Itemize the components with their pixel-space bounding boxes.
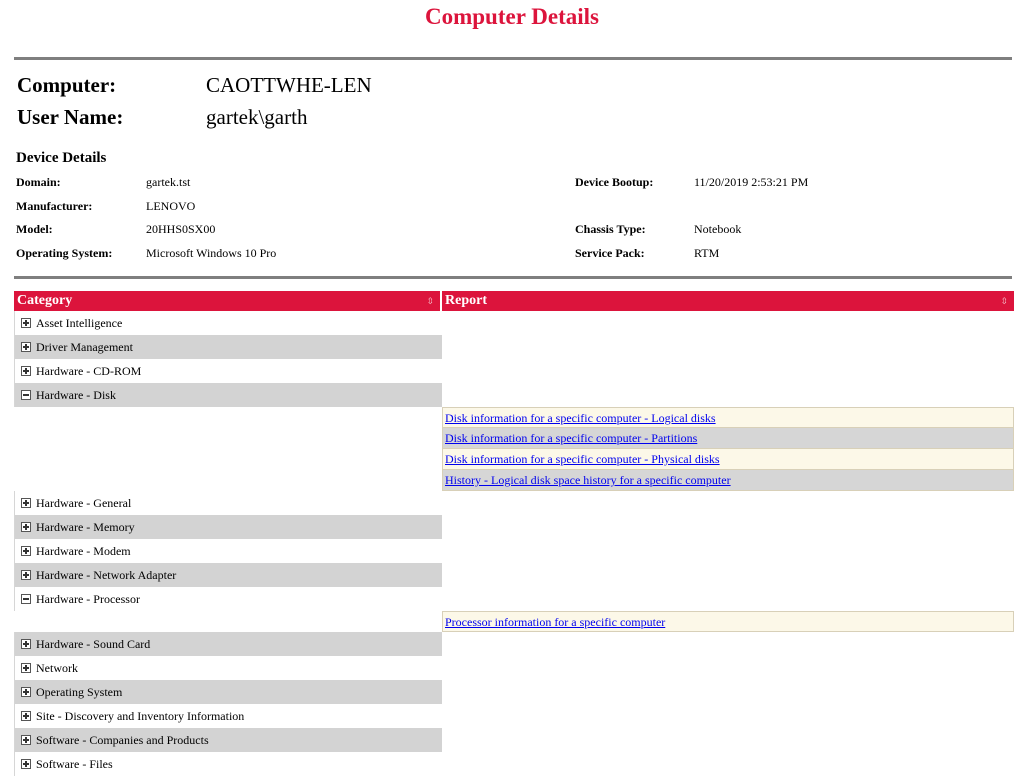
report-row: [442, 428, 1014, 449]
category-header-label: Category: [17, 293, 73, 308]
computer-label: Computer:: [17, 73, 117, 97]
category-label: Hardware - Modem: [36, 544, 131, 558]
sort-icon[interactable]: ⇳: [1000, 296, 1008, 306]
expand-icon[interactable]: [21, 639, 31, 649]
category-row-software-files[interactable]: [14, 752, 442, 776]
device-bootup-label: Device Bootup:: [575, 175, 654, 189]
category-row-software-companies[interactable]: [14, 728, 442, 752]
category-row-hardware-disk[interactable]: [14, 383, 442, 407]
manufacturer-value: LENOVO: [146, 199, 196, 213]
category-label: Hardware - Disk: [36, 388, 116, 402]
manufacturer-label: Manufacturer:: [16, 199, 93, 213]
collapse-icon[interactable]: [21, 390, 31, 400]
report-row: [442, 611, 1014, 632]
collapse-icon[interactable]: [21, 594, 31, 604]
report-link[interactable]: Disk information for a specific computer - Partitions: [445, 431, 698, 445]
expand-icon[interactable]: [21, 498, 31, 508]
category-label: Software - Files: [36, 757, 113, 771]
model-label: Model:: [16, 222, 53, 236]
category-label: Asset Intelligence: [36, 316, 123, 330]
expand-icon[interactable]: [21, 342, 31, 352]
expand-icon[interactable]: [21, 663, 31, 673]
category-row-asset-intelligence[interactable]: [14, 311, 442, 335]
category-column-header[interactable]: [14, 291, 440, 311]
service-pack-label: Service Pack:: [575, 246, 645, 260]
report-link[interactable]: Disk information for a specific computer - Logical disks: [445, 411, 716, 425]
category-row-hardware-sound-card[interactable]: [14, 632, 442, 656]
domain-value: gartek.tst: [146, 175, 191, 189]
expand-icon[interactable]: [21, 318, 31, 328]
service-pack-value: RTM: [694, 246, 720, 260]
report-column-header[interactable]: [442, 291, 1014, 311]
category-row-hardware-general[interactable]: [14, 491, 442, 515]
report-link[interactable]: Disk information for a specific computer - Physical disks: [445, 452, 720, 466]
expand-icon[interactable]: [21, 366, 31, 376]
user-name-label: User Name:: [17, 105, 124, 129]
user-name-value: gartek\garth: [206, 105, 308, 129]
category-label: Hardware - General: [36, 496, 132, 510]
category-label: Software - Companies and Products: [36, 733, 209, 747]
expand-icon[interactable]: [21, 687, 31, 697]
category-label: Network: [36, 661, 78, 675]
category-row-driver-management[interactable]: [14, 335, 442, 359]
expand-icon[interactable]: [21, 522, 31, 532]
divider: [14, 276, 1012, 279]
chassis-type-value: Notebook: [694, 222, 742, 236]
category-label: Hardware - Network Adapter: [36, 568, 177, 582]
report-row: [442, 449, 1014, 470]
divider: [14, 57, 1012, 60]
operating-system-label: Operating System:: [16, 246, 113, 260]
model-value: 20HHS0SX00: [146, 222, 216, 236]
expand-icon[interactable]: [21, 735, 31, 745]
category-row-operating-system[interactable]: [14, 680, 442, 704]
report-row: [442, 470, 1014, 491]
operating-system-value: Microsoft Windows 10 Pro: [146, 246, 277, 260]
report-link[interactable]: Processor information for a specific computer: [445, 615, 666, 629]
computer-value: CAOTTWHE-LEN: [206, 73, 372, 97]
report-header-label: Report: [445, 293, 487, 308]
domain-label: Domain:: [16, 175, 61, 189]
category-label: Hardware - Sound Card: [36, 637, 151, 651]
chassis-type-label: Chassis Type:: [575, 222, 646, 236]
expand-icon[interactable]: [21, 570, 31, 580]
device-details-heading: Device Details: [16, 150, 107, 166]
category-row-hardware-modem[interactable]: [14, 539, 442, 563]
category-label: Hardware - Memory: [36, 520, 135, 534]
sort-icon[interactable]: ⇳: [426, 296, 434, 306]
category-row-hardware-cd-rom[interactable]: [14, 359, 442, 383]
report-link[interactable]: History - Logical disk space history for a specific computer: [445, 473, 731, 487]
category-row-site-discovery[interactable]: [14, 704, 442, 728]
category-label: Hardware - CD-ROM: [36, 364, 142, 378]
category-row-hardware-network-adapter[interactable]: [14, 563, 442, 587]
category-row-hardware-memory[interactable]: [14, 515, 442, 539]
report-row: [442, 407, 1014, 428]
category-row-hardware-processor[interactable]: [14, 587, 442, 611]
page-title: Computer Details: [425, 4, 599, 29]
expand-icon[interactable]: [21, 759, 31, 769]
category-label: Hardware - Processor: [36, 592, 140, 606]
category-row-network[interactable]: [14, 656, 442, 680]
category-label: Driver Management: [36, 340, 133, 354]
device-bootup-value: 11/20/2019 2:53:21 PM: [694, 175, 809, 189]
expand-icon[interactable]: [21, 546, 31, 556]
category-label: Site - Discovery and Inventory Information: [36, 709, 245, 723]
category-label: Operating System: [36, 685, 123, 699]
expand-icon[interactable]: [21, 711, 31, 721]
